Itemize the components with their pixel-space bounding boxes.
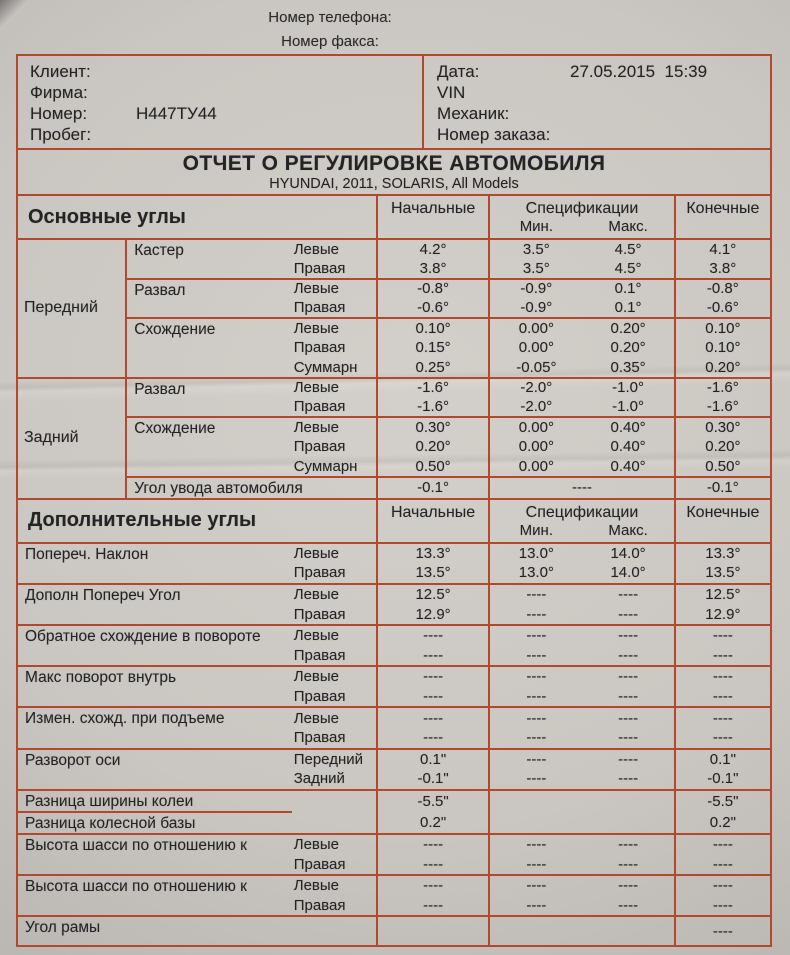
spec-min-value: ----: [526, 586, 547, 604]
side-label: Правая: [292, 687, 377, 708]
parameter-label: Макс поворот внутрь: [17, 666, 292, 707]
parameter-label: Кастер: [126, 239, 291, 279]
spec-max-value: ----: [582, 875, 674, 896]
initial-value: ----: [377, 666, 489, 687]
spec-min-value: ----: [526, 668, 547, 686]
spec-max-value: ----: [582, 895, 674, 916]
column-header-initial: Начальные: [377, 195, 489, 239]
client-field-row: [437, 124, 770, 145]
final-value: ----: [712, 627, 733, 645]
phone-number-label: Номер телефона:: [268, 9, 392, 26]
initial-value: 13.5°: [377, 563, 489, 584]
spec-max-value: ----: [582, 584, 674, 605]
spec-max-value: 0.1°: [582, 279, 674, 299]
final-value: 12.5°: [705, 586, 741, 604]
spec-min-value: ----: [489, 854, 582, 875]
initial-value: 12.9°: [377, 604, 489, 625]
final-value: -5.5": [707, 792, 739, 810]
initial-value: ----: [377, 895, 489, 916]
final-value: ----: [712, 835, 733, 853]
table-row: [17, 477, 771, 499]
initial-value: ----: [377, 834, 489, 855]
side-label: Левые: [292, 584, 377, 605]
initial-value: 0.10°: [377, 318, 489, 338]
initial-value: 0.50°: [377, 457, 489, 477]
spec-max-value: ----: [582, 769, 674, 790]
spec-min-value: 13.0°: [518, 544, 554, 562]
main-angles-table: [16, 194, 772, 500]
final-value: ----: [675, 687, 771, 708]
side-label: Левые: [292, 239, 377, 259]
spec-min-value: ----: [489, 646, 582, 667]
spec-max-value: -1.0°: [582, 378, 674, 398]
spec-min-value: -0.05°: [489, 358, 582, 378]
client-field-row: [30, 124, 422, 145]
initial-value: ----: [377, 875, 489, 896]
initial-value: 0.15°: [377, 338, 489, 358]
final-value: ----: [712, 668, 733, 686]
spec-max-value: 4.5°: [582, 239, 674, 259]
spec-min-value: 13.0°: [489, 563, 582, 584]
final-value: ----: [712, 709, 733, 727]
additional-angles-table: [16, 498, 772, 948]
table-row: [17, 543, 771, 564]
section-title-additional-angles: Дополнительные углы: [17, 499, 377, 543]
spec-merged-value: [489, 916, 674, 946]
final-value: ----: [675, 916, 771, 946]
spec-max-value: ----: [582, 728, 674, 749]
report-title-box: [16, 148, 772, 196]
parameter-label: Высота шасси по отношению к: [17, 834, 292, 875]
spec-max-value: 0.40°: [582, 417, 674, 437]
spec-min-value: ----: [489, 769, 582, 790]
spec-max-value: ----: [582, 834, 674, 855]
spec-min-value: ----: [526, 877, 547, 895]
final-value: ----: [675, 646, 771, 667]
final-value: 0.30°: [705, 419, 741, 437]
spec-max-value: 0.20°: [582, 338, 674, 358]
initial-value: 0.2": [377, 812, 489, 834]
final-value: -0.8°: [706, 280, 739, 298]
client-field-row: [437, 61, 770, 82]
table-row: [17, 707, 771, 728]
spec-min-value: ----: [526, 750, 547, 768]
table-row: [17, 378, 771, 398]
spec-max-value: -1.0°: [582, 397, 674, 417]
side-label: Правая: [292, 397, 377, 417]
initial-value: 0.30°: [377, 417, 489, 437]
initial-value: -1.6°: [377, 378, 489, 398]
spec-min-value: 0.00°: [518, 419, 554, 437]
side-label: Левые: [292, 707, 377, 728]
side-label: Левые: [292, 318, 377, 338]
column-header-min: Мин.: [489, 218, 582, 239]
final-value: 0.2": [675, 812, 771, 834]
final-value: 0.10°: [705, 320, 741, 338]
parameter-label: Разница колесной базы: [17, 812, 292, 834]
final-value: -0.1°: [675, 477, 771, 499]
spec-max-value: ----: [582, 707, 674, 728]
spec-min-value: 0.00°: [518, 320, 554, 338]
final-value: -0.6°: [675, 298, 771, 318]
spec-max-value: ----: [582, 854, 674, 875]
main-angles-rows: [17, 239, 771, 499]
spec-min-value: -2.0°: [489, 397, 582, 417]
column-header-max: Макс.: [582, 218, 674, 239]
client-field-row: [437, 103, 770, 124]
side-label: Правая: [292, 298, 377, 318]
side-label: Правая: [292, 895, 377, 916]
plate-number-value: Н447ТУ44: [136, 103, 217, 123]
section-title-main-angles: Основные углы: [17, 195, 377, 239]
vehicle-subtitle: HYUNDAI, 2011, SOLARIS, All Models: [269, 176, 519, 192]
parameter-label: Высота шасси по отношению к: [17, 875, 292, 916]
side-label: Правая: [292, 437, 377, 457]
initial-value: -1.6°: [377, 397, 489, 417]
column-header-spec: Спецификации: [489, 195, 674, 218]
spec-min-value: ----: [489, 895, 582, 916]
date-value: 27.05.2015 15:39: [570, 61, 708, 81]
parameter-label: Угол рамы: [17, 916, 377, 946]
table-row: [17, 584, 771, 605]
side-label: Правая: [292, 604, 377, 625]
side-label: Правая: [292, 259, 377, 279]
parameter-label: Развал: [126, 378, 291, 418]
final-value: 0.50°: [675, 457, 771, 477]
initial-value: 3.8°: [377, 259, 489, 279]
column-header-final: Конечные: [675, 499, 771, 543]
client-info-left-column: [18, 56, 422, 148]
final-value: 0.10°: [705, 339, 741, 357]
column-header-max: Макс.: [582, 522, 674, 543]
spec-max-value: 0.1°: [582, 298, 674, 318]
spec-min-value: 0.00°: [489, 457, 582, 477]
spec-min-value: ----: [489, 728, 582, 749]
spec-min-value: ----: [526, 835, 547, 853]
axle-group-label: Передний: [17, 239, 126, 378]
mechanic-label: Механик:: [437, 103, 510, 123]
plate-number-label: Номер:: [30, 103, 88, 123]
axle-group-label: Задний: [17, 378, 126, 499]
table-row: [17, 279, 771, 299]
order-number-label: Номер заказа:: [437, 124, 551, 144]
final-value: 0.20°: [705, 438, 741, 456]
final-value: 0.20°: [675, 358, 771, 378]
fax-number-label: Номер факса:: [281, 33, 379, 50]
table-row: [17, 749, 771, 770]
parameter-label: Схождение: [126, 417, 291, 476]
side-label: Задний: [292, 769, 377, 790]
initial-value: ----: [377, 854, 489, 875]
initial-value: -0.1°: [377, 477, 489, 499]
spec-max-value: ----: [582, 625, 674, 646]
spec-min-value: -2.0°: [520, 379, 553, 397]
spec-max-value: 14.0°: [582, 563, 674, 584]
client-field-row: [437, 82, 770, 103]
side-label: Левые: [292, 834, 377, 855]
side-label: Левые: [292, 378, 377, 398]
spec-max-value: ----: [582, 749, 674, 770]
spec-min-value: ----: [489, 687, 582, 708]
spec-max-value: ----: [582, 646, 674, 667]
initial-value: ----: [377, 625, 489, 646]
parameter-label: Разница ширины колеи: [17, 790, 292, 812]
parameter-label: Попереч. Наклон: [17, 543, 292, 584]
parameter-label: Обратное схождение в повороте: [17, 625, 292, 666]
spec-max-value: 0.40°: [582, 457, 674, 477]
side-label: Левые: [292, 666, 377, 687]
column-header-final: Конечные: [675, 195, 771, 239]
client-field-row: [30, 82, 422, 103]
parameter-label: Дополн Попереч Угол: [17, 584, 292, 625]
mileage-label: Пробег:: [30, 124, 92, 144]
side-label: [292, 812, 377, 834]
spec-merged-value: [489, 790, 674, 834]
final-value: 3.8°: [675, 259, 771, 279]
final-value: ----: [675, 728, 771, 749]
spec-merged-value: ----: [489, 477, 674, 499]
additional-angles-rows: [17, 543, 771, 947]
initial-value: ----: [377, 687, 489, 708]
spec-max-value: 14.0°: [582, 543, 674, 564]
spec-max-value: 4.5°: [582, 259, 674, 279]
side-label: Правая: [292, 646, 377, 667]
side-label: Левые: [292, 543, 377, 564]
spec-max-value: ----: [582, 687, 674, 708]
parameter-label: Измен. схожд. при подъеме: [17, 707, 292, 748]
report-title: ОТЧЕТ О РЕГУЛИРОВКЕ АВТОМОБИЛЯ: [182, 152, 606, 175]
initial-value: 12.5°: [377, 584, 489, 605]
spec-max-value: ----: [582, 604, 674, 625]
initial-value: -0.8°: [377, 279, 489, 299]
initial-value: -0.1": [377, 769, 489, 790]
side-label: Суммарн: [292, 457, 377, 477]
spec-min-value: -0.9°: [520, 280, 553, 298]
vin-label: VIN: [437, 82, 466, 102]
initial-value: ----: [377, 646, 489, 667]
table-row: [17, 666, 771, 687]
parameter-label: Угол увода автомобиля: [126, 477, 377, 499]
final-value: 12.9°: [675, 604, 771, 625]
side-label: Суммарн: [292, 358, 377, 378]
spec-min-value: 0.00°: [518, 438, 554, 456]
column-header-spec: Спецификации: [489, 499, 674, 522]
spec-min-value: ----: [489, 604, 582, 625]
table-row: [17, 625, 771, 646]
initial-value: 0.25°: [377, 358, 489, 378]
table-row: [17, 790, 771, 812]
initial-value: 13.3°: [377, 543, 489, 564]
table-row: [17, 875, 771, 896]
parameter-label: Разворот оси: [17, 749, 292, 790]
final-value: 13.3°: [705, 544, 741, 562]
initial-value: -5.5": [377, 790, 489, 812]
client-field-row: [30, 61, 422, 82]
client-label: Клиент:: [30, 61, 91, 81]
table-row: [17, 417, 771, 437]
table-row: [17, 318, 771, 338]
side-label: Правая: [292, 563, 377, 584]
final-value: ----: [675, 895, 771, 916]
final-value: -0.1": [675, 769, 771, 790]
spec-max-value: 0.20°: [582, 318, 674, 338]
side-label: Правая: [292, 728, 377, 749]
client-info-right-column: [422, 56, 770, 148]
side-label: Правая: [292, 338, 377, 358]
side-label: Левые: [292, 625, 377, 646]
initial-value: -0.6°: [377, 298, 489, 318]
initial-value: [377, 916, 489, 946]
side-label: Левые: [292, 875, 377, 896]
parameter-label: Развал: [126, 279, 291, 319]
spec-min-value: ----: [526, 627, 547, 645]
top-contact-labels: [0, 0, 660, 54]
table-row: [17, 834, 771, 855]
parameter-label: Схождение: [126, 318, 291, 377]
table-row: [17, 916, 771, 946]
client-field-row: [30, 103, 422, 124]
side-label: Передний: [292, 749, 377, 770]
side-label: Правая: [292, 854, 377, 875]
initial-value: ----: [377, 728, 489, 749]
column-header-min: Мин.: [489, 522, 582, 543]
client-info-box: [16, 54, 772, 150]
final-value: ----: [712, 877, 733, 895]
final-value: -1.6°: [675, 397, 771, 417]
final-value: ----: [675, 854, 771, 875]
spec-min-value: 0.00°: [518, 339, 554, 357]
initial-value: 4.2°: [377, 239, 489, 259]
final-value: 0.1": [709, 750, 736, 768]
final-value: 13.5°: [675, 563, 771, 584]
spec-min-value: 3.5°: [522, 240, 550, 258]
firm-label: Фирма:: [30, 82, 88, 102]
side-label: Левые: [292, 279, 377, 299]
table-row: [17, 239, 771, 259]
spec-max-value: ----: [582, 666, 674, 687]
spec-min-value: -0.9°: [489, 298, 582, 318]
side-label: Левые: [292, 417, 377, 437]
initial-value: 0.1": [377, 749, 489, 770]
initial-value: ----: [377, 707, 489, 728]
initial-value: 0.20°: [377, 437, 489, 457]
side-label: [292, 790, 377, 812]
final-value: 4.1°: [709, 240, 737, 258]
spec-min-value: ----: [526, 709, 547, 727]
spec-max-value: 0.40°: [582, 437, 674, 457]
column-header-initial: Начальные: [377, 499, 489, 543]
spec-max-value: 0.35°: [582, 358, 674, 378]
final-value: -1.6°: [706, 379, 739, 397]
spec-min-value: 3.5°: [489, 259, 582, 279]
date-label: Дата:: [437, 61, 480, 81]
